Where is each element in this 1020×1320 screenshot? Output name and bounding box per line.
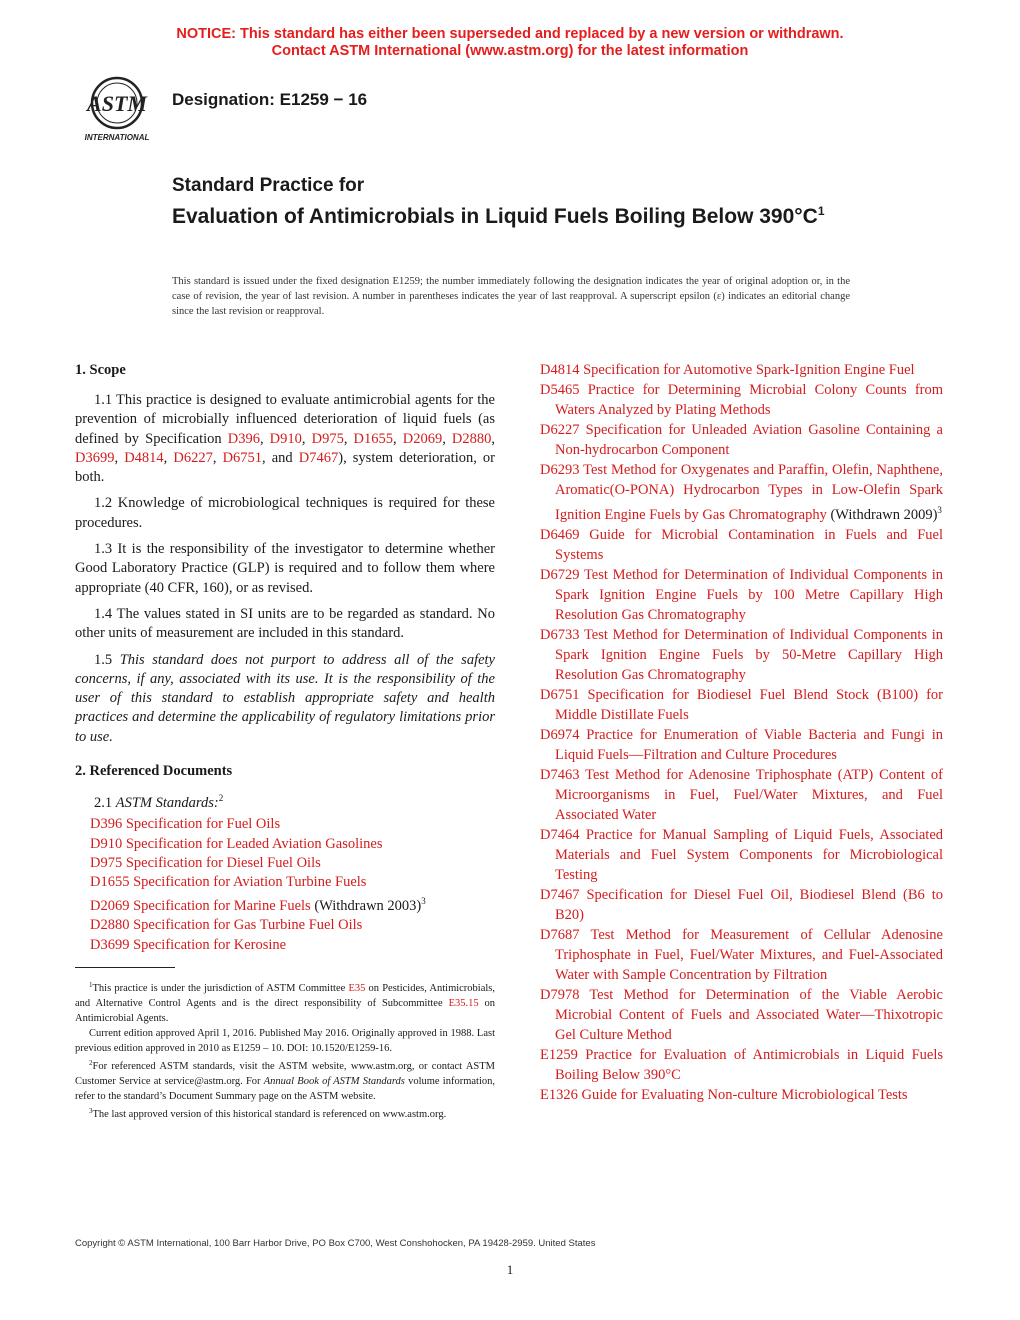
reference-code-link[interactable]: D4814 [540,362,580,378]
reference-title-link[interactable]: Practice for Enumeration of Viable Bacteria and Fungi in Liquid Fuels—Filtration and Culture Procedures [555,727,944,763]
fn3-mark: 3 [89,1107,93,1115]
reference-entry [90,873,495,892]
reference-entry [90,892,495,916]
page-number: 1 [506,1262,514,1277]
refdocs-sub-sup: 2 [218,793,224,804]
footnote-2 [75,1056,495,1104]
ref-link-D3699[interactable]: D3699 [75,449,115,466]
reference-title-link[interactable]: Practice for Determining Microbial Colony Counts from Waters Analyzed by Plating Methods [555,382,944,418]
reference-entry [90,815,495,834]
scope-para-1.3: 1.3 It is the responsibility of the investigator to determine whether Good Laboratory Practice (GLP) is required and to follow them where appropriate (40 CFR, 160), or as revised. [75,541,495,596]
ref-link-D975[interactable]: D975 [311,430,344,447]
ref-link-D2880[interactable]: D2880 [451,430,492,447]
reference-code-link[interactable]: D975 [90,854,123,871]
scope-p5-text: This standard does not purport to address all of the safety concerns, if any, associated with its use. It is the responsibility of the user of this standard to establish appropriate safety and health practices and determine the applicability of regulatory limitations prior to use. [75,651,495,745]
reference-code-link[interactable]: D3699 [90,936,130,953]
scope-p1-and: and [271,449,293,466]
refdocs-sub-label: ASTM Standards: [115,795,219,812]
reference-entry [540,885,943,925]
footnote-3 [75,1104,495,1122]
reference-entry [540,1045,943,1085]
astm-logo-icon [72,74,162,144]
footnote-1 [75,978,495,1026]
reference-entry [540,525,943,565]
ref-link-D396[interactable]: D396 [227,430,260,447]
reference-code-link[interactable]: D7687 [540,927,580,943]
fn3-text: The last approved version of this historical standard is referenced on www.astm.org. [92,1109,447,1120]
section-scope-heading: 1. Scope [75,362,126,378]
footnote-1-edition: Current edition approved April 1, 2016. Published May 2016. Originally approved in 1988. Last previous edition approved in 2010 as E1259 – 10. DOI: 10.1520/E1259-16. [75,1028,495,1054]
reference-withdrawn-note: (Withdrawn 2003) [310,898,422,915]
scope-para-1.1: 1.1 This practice is designed to evaluate antimicrobial agents for the prevention of microbially influenced deterioration of liquid fuels (as defined by Specification D396, D910, D975, D1655, D2069, D2880, D3699, D4814, D6227, D6751, and D7467), system deterioration, or both. [75,392,496,486]
reference-title-link[interactable]: Specification for Biodiesel Fuel Blend Stock (B100) for Middle Distillate Fuels [555,687,944,723]
fn1-link-e3515[interactable]: E35.15 [448,998,479,1009]
reference-entry [90,854,495,873]
ref-link-D4814[interactable]: D4814 [124,449,164,466]
reference-code-link[interactable]: D1655 [90,873,130,890]
reference-title-link[interactable]: Test Method for Adenosine Triphosphate (ATP) Content of Microorganisms in Fuel, Fuel/Water Mixtures, and Fuel Associated Water [555,767,943,823]
reference-title-link[interactable]: Guide for Microbial Contamination in Fuels and Fuel Systems [555,527,944,563]
scope-para-1.5 [75,651,495,747]
reference-title-link[interactable]: Specification for Fuel Oils [125,816,281,833]
reference-code-link[interactable]: D6293 [540,462,580,478]
logo-subtext: INTERNATIONAL [84,133,150,142]
reference-code-link[interactable]: D2880 [90,917,130,934]
section-refdocs-heading: 2. Referenced Documents [75,763,233,780]
reference-title-link[interactable]: Practice for Evaluation of Antimicrobials in Liquid Fuels Boiling Below 390°C [555,1047,944,1083]
notice-line-1: NOTICE: This standard has either been superseded and replaced by a new version or withdrawn. [176,26,844,42]
title-block [172,174,892,230]
reference-entry [540,765,943,825]
title-footnote-mark: 1 [817,204,825,218]
reference-footnote-mark: 3 [937,505,942,515]
reference-title-link[interactable]: Practice for Manual Sampling of Liquid Fuels, Associated Materials and Fuel System Components for Microbiological Testing [555,827,944,883]
reference-code-link[interactable]: D6729 [540,567,580,583]
fn1-text-a: This practice is under the jurisdiction of ASTM Committee [92,983,346,994]
fn2-italic: Annual Book of ASTM Standards [263,1076,405,1087]
reference-code-link[interactable]: D6469 [540,527,580,543]
reference-code-link[interactable]: E1259 [540,1047,578,1063]
reference-entry [540,685,943,725]
reference-withdrawn-note: (Withdrawn 2009) [826,507,938,523]
scope-para-1.2: 1.2 Knowledge of microbiological techniques is required for these procedures. [75,495,495,531]
reference-entry [90,936,495,955]
reference-entry [540,460,943,525]
ref-link-D7467[interactable]: D7467 [298,449,339,466]
reference-entry [540,380,943,420]
reference-title-link[interactable]: Specification for Leaded Aviation Gasolines [125,835,383,852]
ref-link-D1655[interactable]: D1655 [353,430,394,447]
fn1-text-c: on Antimicrobial Agents. [75,998,496,1024]
reference-code-link[interactable]: D7978 [540,987,580,1003]
reference-title-link[interactable]: Test Method for Determination of Individual Components in Spark Ignition Engine Fuels by 50-Metre Capillary High Resolution Gas Chromatography [555,627,943,683]
fn2-text-b: volume information, refer to the standard’s Document Summary page on the ASTM website. [75,1076,495,1102]
title-main-text: Evaluation of Antimicrobials in Liquid Fuels Boiling Below 390°C [172,205,818,228]
reference-footnote-mark: 3 [421,896,426,907]
copyright: Copyright © ASTM International, 100 Barr Harbor Drive, PO Box C700, West Conshohocken, PA 19428-2959. United States [75,1238,596,1249]
reference-code-link[interactable]: D910 [90,835,123,852]
footnote-divider [75,967,175,968]
reference-title-link[interactable]: Specification for Diesel Fuel Oils [125,854,321,871]
reference-title-link[interactable]: Specification for Gas Turbine Fuel Oils [133,917,363,934]
astm-logo [72,74,162,144]
reference-entry [540,625,943,685]
scope-para-1.4: 1.4 The values stated in SI units are to be regarded as standard. No other units of measurement are included in this standard. [75,605,495,642]
referenced-list-right [540,360,943,1105]
ref-link-D2069[interactable]: D2069 [402,430,443,447]
reference-code-link[interactable]: D6227 [540,422,580,438]
left-column [75,360,495,955]
reference-title-link[interactable]: Test Method for Measurement of Cellular Adenosine Triphosphate in Fuel, Fuel/Water Mixtures, and Fuel-Associated Water with Sample Concentration by Filtration [555,927,943,983]
reference-title-link[interactable]: Test Method for Determination of the Viable Aerobic Microbial Content of Fuels and Associated Water—Thixotropic Gel Culture Method [555,987,943,1043]
reference-title-link[interactable]: Guide for Evaluating Non-culture Microbiological Tests [581,1087,908,1103]
scope-p1-tail: ), system deterioration, or both. [75,449,495,486]
issued-note: This standard is issued under the fixed designation E1259; the number immediately following the designation indicates the year of original adoption or, in the case of revision, the year of last revision. A number in parentheses indicates the year of last reapproval. A superscript epsilon (ε) indicates an editorial change since the last revision or reapproval. [172,276,850,317]
title-pre: Standard Practice for [172,175,365,196]
reference-title-link[interactable]: Specification for Unleaded Aviation Gasoline Containing a Non-hydrocarbon Component [555,422,943,458]
ref-link-D6751[interactable]: D6751 [222,449,263,466]
reference-title-link[interactable]: Specification for Aviation Turbine Fuels [133,873,367,890]
fn1-link-e35[interactable]: E35 [348,983,366,994]
logo-text: ASTM [87,91,147,116]
reference-code-link[interactable]: D7464 [540,827,580,843]
reference-entry [90,835,495,854]
fn2-text-a: For referenced ASTM standards, visit the ASTM website, www.astm.org, or contact ASTM Customer Service at service@astm.org. For [75,1061,495,1087]
reference-code-link[interactable]: D7467 [540,887,580,903]
footnotes [75,978,495,1122]
reference-entry [540,825,943,885]
reference-entry [540,985,943,1045]
reference-title-link[interactable]: Specification for Automotive Spark-Ignition Engine Fuel [583,362,915,378]
ref-link-D6227[interactable]: D6227 [173,449,213,466]
reference-entry [90,916,495,935]
reference-title-link[interactable]: Specification for Diesel Fuel Oil, Biodiesel Blend (B6 to B20) [555,887,943,923]
fn1-mark: 1 [89,981,93,989]
reference-entry [540,360,943,380]
scope-p5-num: 1.5 [94,651,113,668]
reference-title-link[interactable]: Test Method for Oxygenates and Paraffin, Olefin, Naphthene, Aromatic(O-PONA) Hydrocarbon Types in Low-Olefin Spark Ignition Engine Fuels by Gas Chromatography [555,462,943,523]
reference-title-link[interactable]: Specification for Kerosine [133,936,287,953]
reference-title-link[interactable]: Specification for Marine Fuels [133,898,311,915]
refdocs-sub-num: 2.1 [94,795,113,812]
reference-entry [540,1085,943,1105]
reference-title-link[interactable]: Test Method for Determination of Individual Components in Spark Ignition Engine Fuels by 100 Metre Capillary High Resolution Gas Chromatography [555,567,943,623]
reference-code-link[interactable]: E1326 [540,1087,578,1103]
title-main [172,198,892,230]
refdocs-subheading [75,789,495,813]
reference-entry [540,925,943,985]
designation: Designation: E1259 − 16 [172,90,368,109]
reference-code-link[interactable]: D6733 [540,627,580,643]
reference-code-link[interactable]: D7463 [540,767,580,783]
notice-banner [0,26,1020,60]
reference-code-link[interactable]: D6751 [540,687,580,703]
reference-entry [540,565,943,625]
referenced-list-left [75,815,495,954]
reference-entry [540,725,943,765]
reference-code-link[interactable]: D6974 [540,727,580,743]
notice-line-2: Contact ASTM International (www.astm.org) for the latest information [271,43,749,59]
fn1-text-b: on Pesticides, Antimicrobials, and Alternative Control Agents and is the direct responsibility of Subcommittee [75,983,496,1009]
reference-code-link[interactable]: D396 [90,816,123,833]
ref-link-D910[interactable]: D910 [269,430,302,447]
reference-code-link[interactable]: D2069 [90,898,130,915]
reference-entry [540,420,943,460]
fn2-mark: 2 [89,1059,93,1067]
reference-code-link[interactable]: D5465 [540,382,580,398]
scope-p1-text: 1.1 This practice is designed to evaluate antimicrobial agents for the prevention of microbially influenced deterioration of liquid fuels (as defined by Specification [75,392,495,447]
